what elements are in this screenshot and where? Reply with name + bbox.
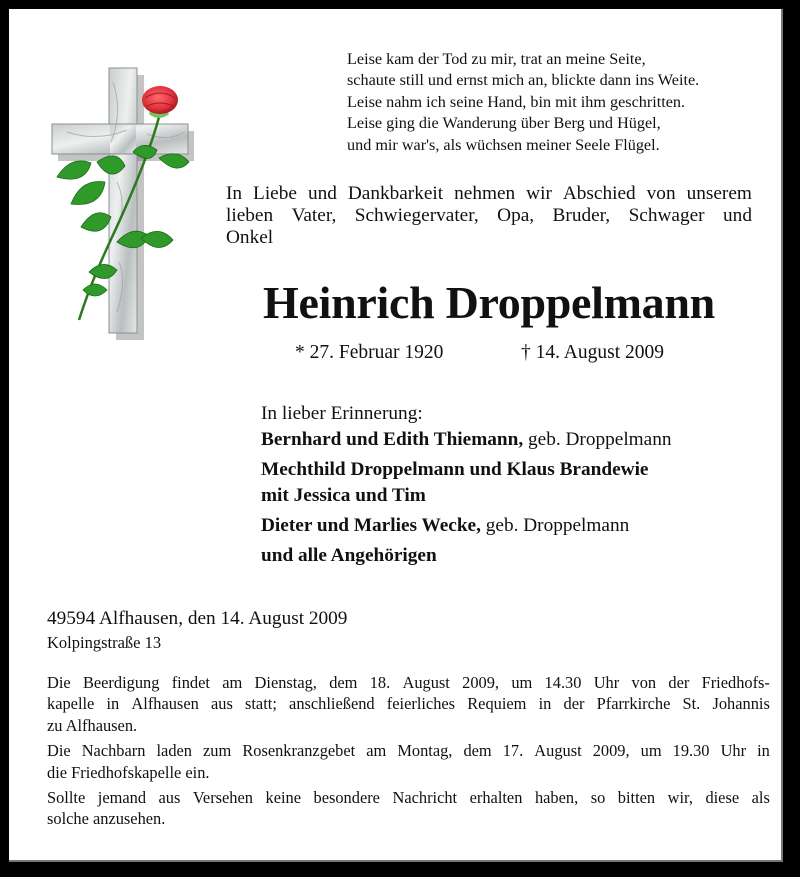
word: am (366, 741, 387, 761)
word: Montag, (397, 741, 453, 761)
funeral-notes (47, 672, 770, 834)
word: statt; (245, 694, 277, 714)
word: Alfhausen (131, 694, 199, 714)
deceased-name: Heinrich Droppelmann (263, 277, 715, 328)
word: anschließend (289, 694, 375, 714)
word: Abschied (562, 183, 636, 204)
word: Die (47, 673, 71, 692)
word: Pfarrkirche (596, 694, 671, 714)
mourners-list (261, 401, 672, 569)
word: unserem (686, 183, 752, 204)
notice-info (47, 787, 770, 830)
mourners-heading: In lieber Erinnerung: (261, 403, 423, 424)
birth-date: * 27. Februar 1920 (295, 342, 444, 363)
word: aus (210, 694, 233, 714)
cross-with-rose-icon (47, 62, 197, 347)
note-line (47, 693, 770, 714)
word: kapelle (47, 694, 95, 714)
word: der (563, 694, 585, 714)
word: Dienstag, (254, 673, 317, 692)
mourner-entry (261, 427, 672, 453)
word: Friedhofs- (701, 673, 770, 692)
word: Rosenkranzgebet (242, 741, 356, 761)
mourner-entry (261, 543, 672, 569)
word: findet (171, 673, 210, 692)
word: Nachbarn (81, 741, 146, 761)
death-date: † 14. August 2009 (521, 342, 665, 363)
word: von (646, 183, 676, 204)
word: lieben (226, 205, 274, 226)
word: und (723, 205, 752, 226)
mourner-names: mit Jessica und Tim (261, 485, 426, 506)
word: Schwiegervater, (354, 205, 479, 226)
mourner-names: Bernhard und Edith Thiemann, (261, 429, 524, 450)
word: am (222, 673, 243, 692)
funeral-info (47, 672, 770, 736)
word: wir (526, 183, 552, 204)
word: dem (463, 741, 492, 761)
poem (347, 49, 699, 156)
word: St. (682, 694, 701, 714)
mourner-names: Mechthild Droppelmann und Klaus Brandewie (261, 459, 649, 480)
mourner-entry (261, 483, 672, 509)
note-line: zu Alfhausen. (47, 715, 138, 735)
word: 2009, (462, 673, 500, 692)
intro-line (226, 183, 752, 205)
word: um (640, 741, 662, 761)
word: zum (203, 741, 232, 761)
word: laden (156, 741, 192, 761)
word: um (511, 673, 533, 692)
word: Versehen (192, 788, 253, 808)
word: In (226, 183, 243, 204)
word: erhalten (469, 788, 523, 808)
poem-line: und mir war's, als wüchsen meiner Seele Flügel. (347, 135, 660, 154)
word: keine (265, 788, 301, 808)
word: Requiem (467, 694, 527, 714)
word: Johannis (712, 694, 770, 714)
word: Beerdigung (82, 673, 160, 692)
word: und (307, 183, 337, 204)
mourner-entry (261, 457, 672, 483)
word: Liebe (253, 183, 297, 204)
obituary-card (9, 9, 783, 862)
poem-line: Leise kam der Tod zu mir, trat an meine Seite, (347, 50, 646, 68)
note-line: solche anzusehen. (47, 809, 166, 829)
word: Bruder, (552, 205, 611, 226)
word: 18. (369, 673, 391, 692)
rose-icon (142, 86, 178, 118)
word: Vater, (291, 205, 337, 226)
word: 19.30 (672, 741, 710, 761)
mourner-note: geb. Droppelmann (480, 515, 630, 536)
word: Uhr (720, 741, 747, 761)
word: bitten (617, 788, 656, 808)
word: in (106, 694, 120, 714)
word: der (668, 673, 690, 692)
word: in (757, 741, 770, 761)
word: so (590, 788, 606, 808)
word: Schwager (628, 205, 705, 226)
word: Uhr (593, 673, 620, 692)
intro-line: Onkel (226, 227, 274, 248)
place-and-date: 49594 Alfhausen, den 14. August 2009 (47, 608, 348, 629)
mourner-names: und alle Angehörigen (261, 545, 437, 566)
word: August (402, 673, 450, 692)
word: August (534, 741, 582, 761)
word: in (538, 694, 552, 714)
mourner-entry (261, 513, 672, 539)
word: feierliches (386, 694, 456, 714)
word: diese (705, 788, 740, 808)
word: Sollte (47, 788, 86, 808)
street-address: Kolpingstraße 13 (47, 633, 162, 652)
word: Opa, (497, 205, 535, 226)
poem-line: schaute still und ernst mich an, blickte dann ins Weite. (347, 71, 700, 90)
word: von (631, 673, 657, 692)
intro-line (226, 205, 752, 227)
note-line: die Friedhofskapelle ein. (47, 762, 210, 782)
poem-line: Leise ging die Wanderung über Berg und Hügel, (347, 114, 661, 133)
word: jemand (97, 788, 147, 808)
word: Nachricht (392, 788, 458, 808)
word: nehmen (454, 183, 516, 204)
word: dem (329, 673, 358, 692)
note-line (47, 787, 770, 808)
intro-text (226, 183, 752, 249)
word: haben, (534, 788, 579, 808)
word: Die (47, 741, 71, 761)
word: als (751, 788, 770, 808)
rosary-info (47, 740, 770, 783)
poem-line: Leise nahm ich seine Hand, bin mit ihm geschritten. (347, 92, 686, 111)
word: wir, (667, 788, 693, 808)
note-line (47, 672, 770, 693)
note-line (47, 740, 770, 761)
mourner-note: geb. Droppelmann (523, 429, 672, 450)
word: Dankbarkeit (347, 183, 444, 204)
word: 17. (502, 741, 524, 761)
word: aus (158, 788, 181, 808)
word: besondere (313, 788, 380, 808)
word: 2009, (592, 741, 630, 761)
mourner-names: Dieter und Marlies Wecke, (261, 515, 481, 536)
word: 14.30 (544, 673, 582, 692)
